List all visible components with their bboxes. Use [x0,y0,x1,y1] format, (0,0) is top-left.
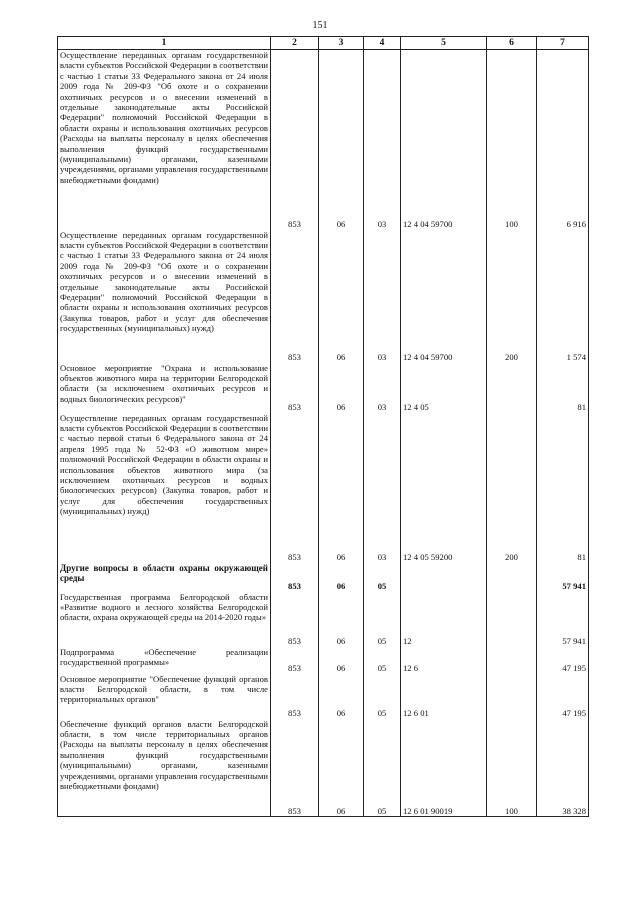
table-row [58,592,589,647]
cell-subsection-code: 05 [364,674,401,719]
table-row [58,674,589,719]
cell-administrator-code: 853 [271,592,319,647]
cell-subsection-code: 05 [364,719,401,817]
cell-target-article: 12 6 [401,647,487,674]
table-header-row [58,37,589,50]
cell-target-article: 12 4 04 59700 [401,230,487,363]
column-header: 2 [271,37,319,50]
cell-expense-type: 100 [487,50,537,230]
cell-subsection-code: 03 [364,363,401,413]
row-name: Основное мероприятие "Обеспечение функций органов власти Белгородской области, в том числе территориальных органов" [58,674,271,719]
cell-expense-type [487,647,537,674]
cell-expense-type: 100 [487,719,537,817]
cell-section-code: 06 [319,563,364,592]
page-number: 151 [312,20,328,31]
table-row [58,647,589,674]
table-row [58,363,589,413]
row-name: Государственная программа Белгородской области «Развитие водного и лесного хозяйства Белгородской области, охрана окружающей среды на 2014-2020 годы» [58,592,271,647]
cell-section-code: 06 [319,363,364,413]
cell-expense-type: 200 [487,413,537,563]
column-header: 4 [364,37,401,50]
row-name: Другие вопросы в области охраны окружающей среды [58,563,271,592]
cell-subsection-code: 03 [364,413,401,563]
cell-subsection-code: 05 [364,563,401,592]
cell-amount: 6 916 [537,50,589,230]
row-name: Осуществление переданных органам государственной власти субъектов Российской Федерации в соответствии с частью 1 статьи 33 Федерального закона от 24 июля 2009 года № 209-ФЗ "Об охоте и о сохранении охотничьих ресурсов и о внесении изменений в отдельные законодательные акты Российской Федерации" полномочий Российской Федерации в области охраны и использования охотничьих ресурсов (Закупка товаров, работ и услуг для обеспечения государственных (муниципальных) нужд) [58,230,271,363]
cell-amount: 81 [537,363,589,413]
column-header: 3 [319,37,364,50]
column-header: 1 [58,37,271,50]
table-row [58,50,589,230]
cell-target-article: 12 [401,592,487,647]
cell-amount: 57 941 [537,592,589,647]
cell-expense-type [487,563,537,592]
cell-amount: 57 941 [537,563,589,592]
cell-target-article: 12 6 01 90019 [401,719,487,817]
cell-expense-type [487,674,537,719]
table-row [58,230,589,363]
row-name: Обеспечение функций органов власти Белгородской области, в том числе территориальных органов (Расходы на выплаты персоналу в целях обеспечения выполнения функций государственными (муниципальными) органами, казенными учреждениями, органами управления государственными внебюджетными фондами) [58,719,271,817]
cell-section-code: 06 [319,719,364,817]
cell-expense-type: 200 [487,230,537,363]
cell-amount: 81 [537,413,589,563]
table-row [58,413,589,563]
row-name: Осуществление переданных органам государственной власти субъектов Российской Федерации в соответствии с частью 1 статьи 33 Федерального закона от 24 июля 2009 года № 209-ФЗ "Об охоте и о сохранении охотничьих ресурсов и о внесении изменений в отдельные законодательные акты Российской Федерации" полномочий Российской Федерации в области охраны и использования охотничьих ресурсов (Расходы на выплаты персоналу в целях обеспечения выполнения функций государственными (муниципальными) органами, казенными учреждениями, органами управления государственными внебюджетными фондами) [58,50,271,230]
cell-subsection-code: 03 [364,230,401,363]
row-name: Подпрограмма «Обеспечение реализации государственной программы» [58,647,271,674]
cell-section-code: 06 [319,413,364,563]
cell-amount: 1 574 [537,230,589,363]
cell-administrator-code: 853 [271,719,319,817]
cell-administrator-code: 853 [271,674,319,719]
column-header: 6 [487,37,537,50]
row-name: Основное мероприятие "Охрана и использование объектов животного мира на территории Белгородской области (за исключением охотничьих ресурсов и водных биологических ресурсов)" [58,363,271,413]
cell-section-code: 06 [319,230,364,363]
cell-administrator-code: 853 [271,647,319,674]
cell-subsection-code: 05 [364,647,401,674]
table-row [58,719,589,817]
table-body [58,50,589,817]
cell-administrator-code: 853 [271,413,319,563]
cell-administrator-code: 853 [271,363,319,413]
cell-section-code: 06 [319,50,364,230]
cell-section-code: 06 [319,647,364,674]
cell-expense-type [487,363,537,413]
cell-subsection-code: 03 [364,50,401,230]
cell-administrator-code: 853 [271,230,319,363]
row-name: Осуществление переданных органам государственной власти субъектов Российской Федерации в соответствии с частью первой статьи 6 Федерального закона от 24 апреля 1995 года № 52-ФЗ «О животном мире» полномочий Российской Федерации в области охраны и использования объектов животного мира (за исключением охотничьих ресурсов и водных биологических ресурсов) (Закупка товаров, работ и услуг для обеспечения государственных (муниципальных) нужд) [58,413,271,563]
column-header: 5 [401,37,487,50]
cell-amount: 47 195 [537,647,589,674]
table-row [58,563,589,592]
cell-target-article: 12 4 05 [401,363,487,413]
cell-amount: 38 328 [537,719,589,817]
cell-administrator-code: 853 [271,50,319,230]
cell-target-article: 12 4 05 59200 [401,413,487,563]
cell-section-code: 06 [319,592,364,647]
budget-table [57,36,589,817]
cell-target-article [401,563,487,592]
cell-target-article: 12 4 04 59700 [401,50,487,230]
cell-target-article: 12 6 01 [401,674,487,719]
cell-administrator-code: 853 [271,563,319,592]
cell-expense-type [487,592,537,647]
cell-section-code: 06 [319,674,364,719]
cell-subsection-code: 05 [364,592,401,647]
cell-amount: 47 195 [537,674,589,719]
column-header: 7 [537,37,589,50]
